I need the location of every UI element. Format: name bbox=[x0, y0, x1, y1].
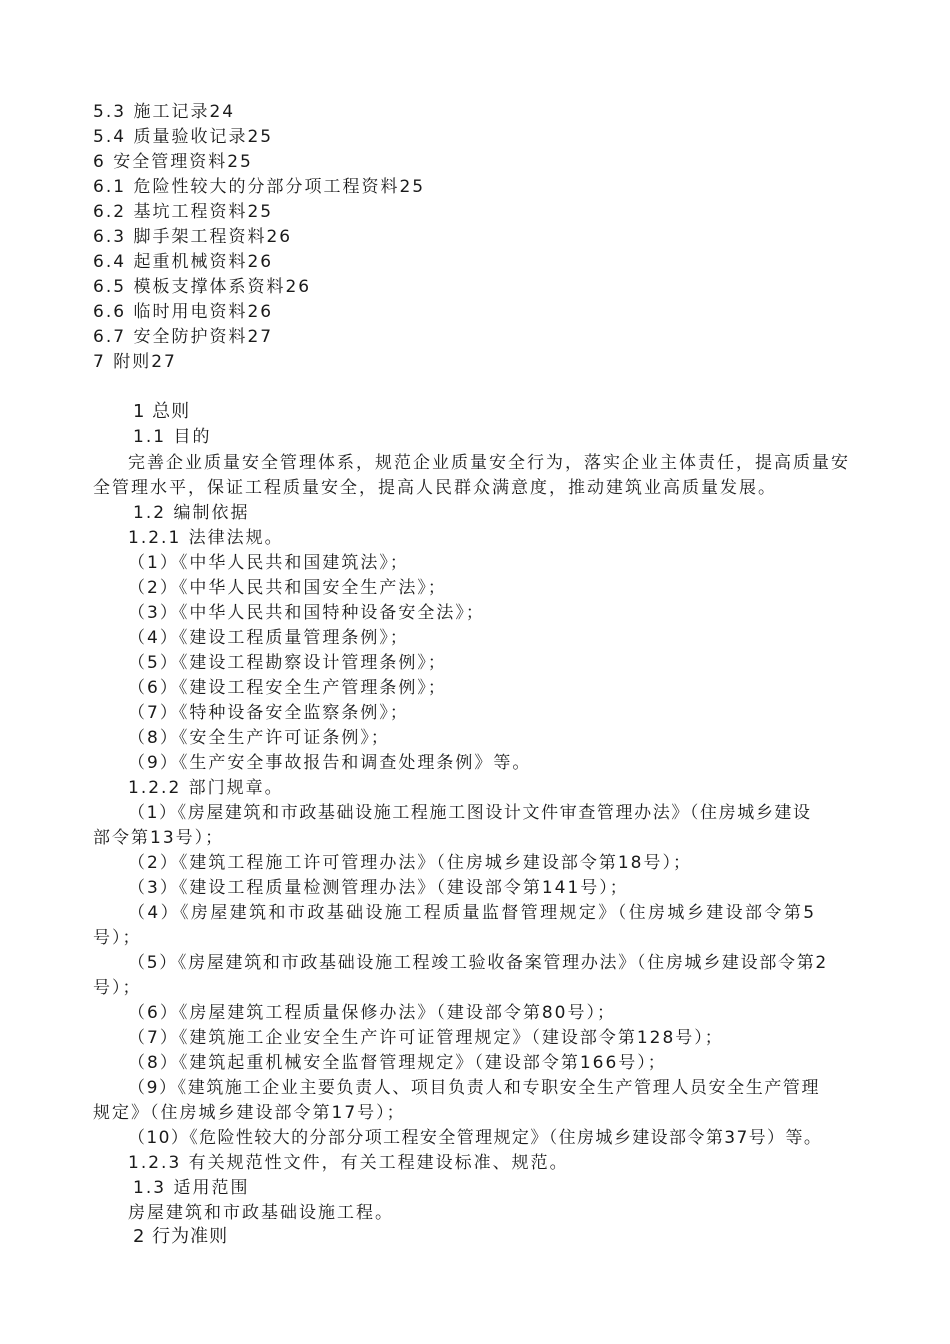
rule-item: （10）《危险性较大的分部分项工程安全管理规定》（住房城乡建设部令第37号）等。 bbox=[128, 1128, 823, 1148]
rule-item: （9）《建筑施工企业主要负责人、项目负责人和专职安全生产管理人员安全生产管理 bbox=[128, 1078, 821, 1098]
law-item: （8）《安全生产许可证条例》； bbox=[128, 728, 390, 748]
law-item: （4）《建设工程质量管理条例》； bbox=[128, 628, 409, 648]
law-item: （2）《中华人民共和国安全生产法》； bbox=[128, 578, 447, 598]
toc-item: 6.2 基坑工程资料25 bbox=[93, 202, 274, 222]
rule-item: （7）《建筑施工企业安全生产许可证管理规定》（建设部令第128号）； bbox=[128, 1028, 724, 1048]
heading-norms: 1.2.3 有关规范性文件，有关工程建设标准、规范。 bbox=[128, 1153, 569, 1173]
subsection-heading-basis: 1.2 编制依据 bbox=[133, 503, 250, 523]
law-item: （9）《生产安全事故报告和调查处理条例》等。 bbox=[128, 753, 532, 773]
toc-item: 5.4 质量验收记录25 bbox=[93, 127, 274, 147]
toc-item: 5.3 施工记录24 bbox=[93, 102, 236, 122]
toc-item: 6 安全管理资料25 bbox=[93, 152, 253, 172]
rule-item: （2）《建筑工程施工许可管理办法》（住房城乡建设部令第18号）； bbox=[128, 853, 692, 873]
toc-item: 6.3 脚手架工程资料26 bbox=[93, 227, 293, 247]
toc-item: 6.5 模板支撑体系资料26 bbox=[93, 277, 312, 297]
rule-item: （4）《房屋建筑和市政基础设施工程质量监督管理规定》（住房城乡建设部令第5 bbox=[128, 903, 817, 923]
rule-item: （6）《房屋建筑工程质量保修办法》（建设部令第80号）； bbox=[128, 1003, 616, 1023]
law-item: （7）《特种设备安全监察条例》； bbox=[128, 703, 409, 723]
subsection-heading-scope: 1.3 适用范围 bbox=[133, 1178, 250, 1198]
rule-item: （3）《建设工程质量检测管理办法》（建设部令第141号）； bbox=[128, 878, 629, 898]
subsection-heading-purpose: 1.1 目的 bbox=[133, 427, 212, 447]
section-heading-conduct: 2 行为准则 bbox=[133, 1226, 229, 1247]
rule-item-cont: 部令第13号）； bbox=[93, 828, 225, 848]
rule-item: （8）《建筑起重机械安全监督管理规定》（建设部令第166号）； bbox=[128, 1053, 667, 1073]
toc-item: 6.6 临时用电资料26 bbox=[93, 302, 274, 322]
toc-item: 6.7 安全防护资料27 bbox=[93, 327, 274, 347]
rule-item-cont: 号）； bbox=[93, 928, 142, 948]
law-item: （3）《中华人民共和国特种设备安全法》； bbox=[128, 603, 485, 623]
toc-item: 6.1 危险性较大的分部分项工程资料25 bbox=[93, 177, 426, 197]
rule-item-cont: 规定》（住房城乡建设部令第17号）； bbox=[93, 1103, 406, 1123]
law-item: （1）《中华人民共和国建筑法》； bbox=[128, 553, 409, 573]
section-heading-general: 1 总则 bbox=[133, 401, 191, 422]
rule-item: （1）《房屋建筑和市政基础设施工程施工图设计文件审查管理办法》（住房城乡建设 bbox=[128, 803, 812, 823]
paragraph-purpose-cont: 全管理水平，保证工程质量安全，提高人民群众满意度，推动建筑业高质量发展。 bbox=[93, 478, 777, 498]
rule-item-cont: 号）； bbox=[93, 978, 142, 998]
heading-rules: 1.2.2 部门规章。 bbox=[128, 778, 284, 798]
toc-item: 7 附则27 bbox=[93, 352, 177, 372]
law-item: （6）《建设工程安全生产管理条例》； bbox=[128, 678, 447, 698]
heading-laws: 1.2.1 法律法规。 bbox=[128, 528, 284, 548]
toc-item: 6.4 起重机械资料26 bbox=[93, 252, 274, 272]
law-item: （5）《建设工程勘察设计管理条例》； bbox=[128, 653, 447, 673]
paragraph-scope: 房屋建筑和市政基础设施工程。 bbox=[128, 1203, 394, 1223]
paragraph-purpose: 完善企业质量安全管理体系，规范企业质量安全行为，落实企业主体责任，提高质量安 bbox=[128, 453, 850, 473]
rule-item: （5）《房屋建筑和市政基础设施工程竣工验收备案管理办法》（住房城乡建设部令第2 bbox=[128, 953, 828, 973]
